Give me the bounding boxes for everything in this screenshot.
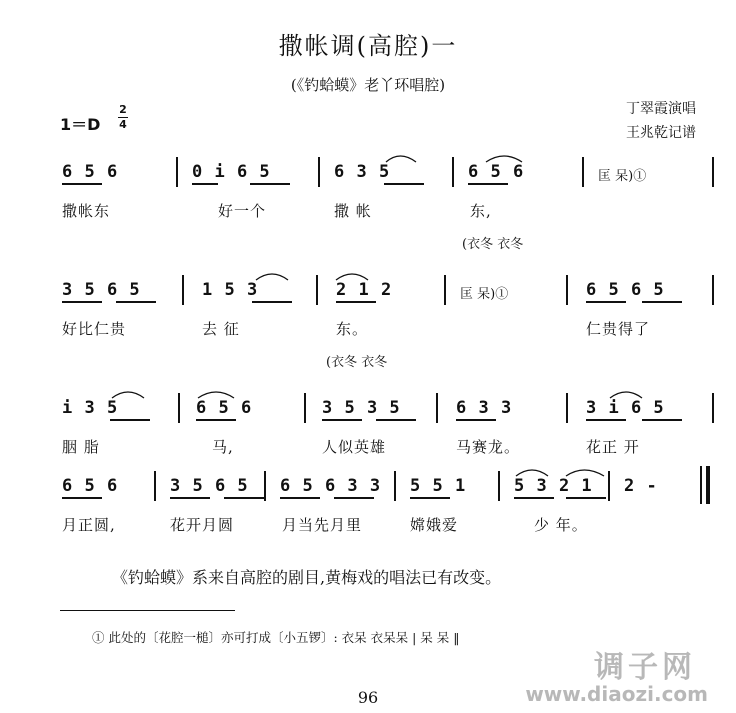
lyric: 撒帐东 [62, 202, 111, 220]
footnote: ① 此处的〔花腔一槌〕亦可打成〔小五锣〕: 衣呆 衣呆呆 | 呆 呆 ‖ [92, 630, 460, 645]
lyric: 好比仁贵 [62, 320, 127, 338]
lyric: 仁贵得了 [586, 320, 651, 338]
subtitle: (《钓蛤蟆》老丫环唱腔) [290, 76, 446, 94]
lyric: 好一个 [218, 202, 267, 220]
time-denominator: 4 [119, 118, 127, 131]
remark-text: 《钓蛤蟆》系来自高腔的剧目,黄梅戏的唱法已有改变。 [112, 568, 502, 587]
lyric: 嫦娥爱 [410, 516, 459, 534]
measure-notes: 5 3 2 1 [514, 476, 593, 496]
footnote-divider [60, 610, 235, 611]
lyric: 月正圆, [62, 516, 116, 534]
measure-notes: 6 5 6 3 3 [280, 476, 382, 496]
measure-notes: 2 1 2 [336, 280, 393, 300]
measure-notes: 6 3 5 [334, 162, 391, 182]
measure-notes: 6 5 6 [196, 398, 253, 418]
measure-notes: i 3 5 [62, 398, 119, 418]
lyric: 东, [470, 202, 492, 220]
measure-notes: 5 5 1 [410, 476, 467, 496]
watermark-logo: 调子网 [594, 650, 696, 685]
percussion-mark: 匡 呆)① [598, 169, 647, 184]
lyric: 月当先月里 [282, 516, 363, 534]
lyric: 马赛龙。 [456, 438, 521, 456]
lyric: 胭 脂 [62, 438, 100, 456]
lyric: 人似英雄 [322, 438, 387, 456]
lyric: 少 年。 [534, 516, 588, 534]
lyric: 马, [212, 438, 234, 456]
page-number: 96 [357, 688, 379, 707]
lyric: 去 征 [202, 320, 240, 338]
page-title: 撒帐调(高腔)一 [278, 32, 458, 60]
measure-notes: 3 5 6 5 [170, 476, 249, 496]
lyric: 花开月圆 [170, 516, 235, 534]
percussion-mark: (衣冬 衣冬 [326, 355, 388, 370]
percussion-mark: (衣冬 衣冬 [462, 237, 524, 252]
measure-notes: 0 i 6 5 [192, 162, 271, 182]
transcriber-credit: 王兆乾记谱 [626, 125, 696, 141]
lyric: 撒 帐 [334, 202, 372, 220]
singer-credit: 丁翠霞演唱 [626, 101, 696, 117]
measure-notes: 6 5 6 [468, 162, 525, 182]
measure-notes: 2 - [624, 476, 658, 496]
measure-notes: 3 i 6 5 [586, 398, 665, 418]
lyric: 花正 开 [586, 438, 640, 456]
measure-notes: 6 3 3 [456, 398, 513, 418]
time-numerator: 2 [119, 103, 127, 116]
measure-notes: 6 5 6 [62, 162, 119, 182]
watermark-url: www.diaozi.com [525, 682, 708, 706]
measure-notes: 1 5 3 [202, 280, 259, 300]
lyric: 东。 [336, 320, 369, 338]
measure-notes: 3 5 3 5 [322, 398, 401, 418]
measure-notes: 3 5 6 5 [62, 280, 141, 300]
percussion-mark: 匡 呆)① [460, 287, 509, 302]
measure-notes: 6 5 6 5 [586, 280, 665, 300]
measure-notes: 6 5 6 [62, 476, 119, 496]
key-signature: 1＝D [60, 115, 101, 134]
